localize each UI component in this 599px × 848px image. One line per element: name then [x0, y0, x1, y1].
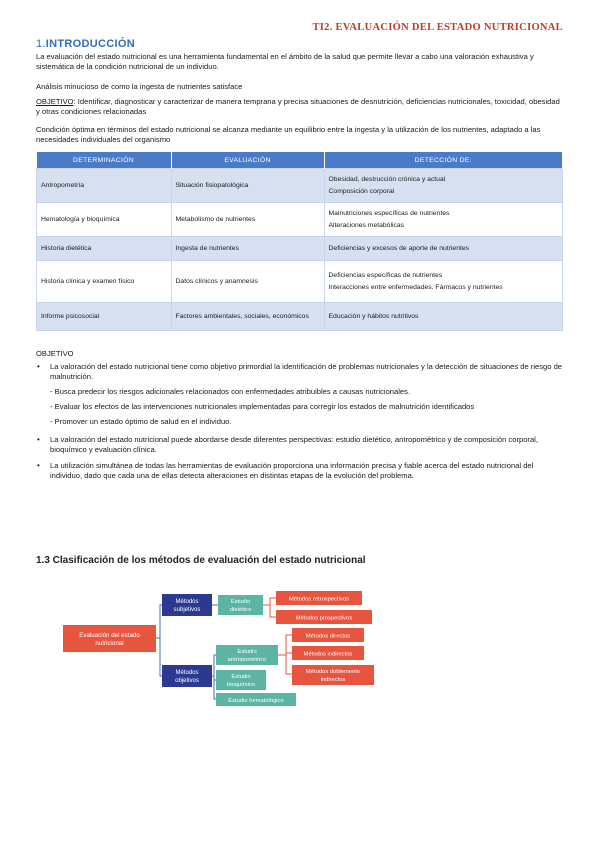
diagram-node-doubly-indirect [292, 665, 374, 685]
objetivo-bullet-list [36, 362, 566, 485]
node-label: indirectos [320, 677, 346, 683]
objective-label: OBJETIVO [36, 97, 74, 106]
section-title-clasificacion: 1.3 Clasificación de los métodos de evaluación del estado nutricional [36, 555, 366, 566]
bullet-icon: • [37, 461, 40, 470]
node-label: Métodos doblemente [305, 669, 361, 675]
bullet-text: La valoración del estado nutricional puede abordarse desde diferentes perspectivas: estudio dietético, antropométrico y de composición corporal, bioquímico y evaluación clínica. [50, 435, 538, 454]
table-cell: Historia dietética [37, 237, 172, 261]
diagram-node-retrospective [276, 591, 362, 605]
objective-text: : Identificar, diagnosticar y caracterizar de manera temprana y precisa situaciones de desnutrición, deficiencias nutricionales, toxicidad, obesidad y otras condiciones relacionadas [36, 97, 560, 116]
table-cell: Datos clínicos y anamnesis [171, 261, 324, 303]
detection-line: Educación y hábitos nutritivos [328, 312, 419, 320]
document-header-title: TI2. EVALUACIÓN DEL ESTADO NUTRICIONAL [312, 22, 563, 33]
diagram-node-direct [292, 628, 364, 642]
intro-paragraph-1: La evaluación del estado nutricional es una herramienta fundamental en el ámbito de la salud que permite llevar a cabo una valoración exhaustiva y sistemática de la condición nutricional de un individuo. [36, 52, 534, 71]
connector-root-objective [156, 638, 162, 676]
list-item [36, 435, 566, 455]
list-item [36, 461, 566, 481]
table-cell [324, 303, 563, 331]
table-cell [324, 169, 563, 203]
evaluation-table [36, 152, 563, 331]
node-label: Métodos directos [305, 633, 351, 640]
detection-line: Malnutriciones específicas de nutrientes [328, 209, 450, 217]
node-label: Estudio hematológico [228, 698, 284, 704]
list-item [36, 362, 566, 427]
detection-line: Obesidad, destrucción crónica y actual [328, 175, 446, 183]
sub-item: - Promover un estado óptimo de salud en el individuo. [50, 417, 232, 426]
diagram-node-root [63, 625, 156, 652]
section-title-text: INTRODUCCIÓN [45, 38, 135, 50]
detection-line: Deficiencias específicas de nutrientes [328, 271, 443, 279]
objetivo-title: OBJETIVO [36, 349, 74, 358]
node-label: Métodos prospectivos [295, 615, 353, 622]
node-label: Evaluación del estado [79, 632, 140, 639]
node-label: Métodos indirectos [303, 651, 353, 658]
table-header-cell: DETERMINACIÓN [37, 152, 172, 169]
node-label: Estudio [237, 649, 257, 655]
node-label: dietético [229, 607, 252, 613]
bullet-text: La valoración del estado nutricional tiene como objetivo primordial la identificación de problemas nutricionales y la detección de situaciones de riesgo de malnutrición. [50, 362, 563, 381]
intro-paragraph-3: Condición óptima en términos del estado nutricional se alcanza mediante un equilibrio entre la ingesta y la utilización de los nutrientes, adaptado a las necesidades individuales del organismo [36, 125, 541, 144]
table-cell: Hematología y bioquímica [37, 203, 172, 237]
section-title-introduccion [36, 38, 135, 50]
diagram-node-biochemical [216, 670, 266, 690]
detection-line: Alteraciones metabólicas [328, 221, 405, 229]
table-header-cell: EVALUACIÓN [171, 152, 324, 169]
table-cell: Situación fisiopatológica [171, 169, 324, 203]
classification-diagram [0, 570, 599, 720]
node-label: Métodos [175, 670, 199, 676]
table-cell: Ingesta de nutrientes [171, 237, 324, 261]
node-label: Métodos retrospectivos [289, 596, 349, 603]
table-row [37, 203, 563, 237]
detection-line: Composición corporal [328, 187, 395, 195]
bullet-icon: • [37, 435, 40, 444]
node-label: Estudio [230, 599, 251, 605]
objective-paragraph [36, 97, 564, 117]
table-header-row [37, 152, 563, 169]
sub-item: - Evaluar los efectos de las intervenciones nutricionales implementadas para corregir los estados de malnutrición identificados [50, 402, 475, 411]
table-cell [324, 237, 563, 261]
node-label: Estudio [231, 674, 251, 680]
diagram-node-subjective [162, 594, 212, 616]
detection-line: Interacciones entre enfermedades. Fármacos y nutrientes [328, 283, 503, 291]
node-label: antropométrico [227, 657, 267, 663]
node-label: Métodos [175, 599, 199, 605]
table-row [37, 261, 563, 303]
table-row [37, 237, 563, 261]
sub-item: - Busca predecir los riesgos adicionales relacionados con enfermedades atribuibles a causas nutricionales. [50, 387, 411, 396]
diagram-node-hematological [216, 693, 296, 706]
diagram-node-anthropometric [216, 645, 278, 665]
connector-root-subjective [156, 605, 162, 638]
table-cell: Antropometría [37, 169, 172, 203]
section-number: 1. [36, 38, 46, 50]
diagram-node-indirect [292, 646, 364, 660]
node-label: nutricional [95, 640, 124, 647]
table-cell [324, 261, 563, 303]
diagram-node-prospective [276, 610, 372, 624]
connector-anthro-methods [278, 635, 292, 674]
diagram-node-dietetic [218, 595, 263, 615]
bullet-icon: • [37, 362, 40, 371]
bullet-text: La utilización simultánea de todas las herramientas de evaluación proporciona una información precisa y fiable acerca del estado nutricional del individuo, dado que cada una de ellas detecta alteraciones en distintas etapas de la evolución del problema. [50, 461, 534, 480]
node-label: objetivos [175, 678, 199, 684]
table-cell: Factores ambientales, sociales, económicos [171, 303, 324, 331]
intro-paragraph-2: Análisis minucioso de como la ingesta de nutrientes satisface [36, 82, 243, 91]
table-cell: Metabolismo de nutrientes [171, 203, 324, 237]
diagram-node-objective [162, 665, 212, 687]
connector-objective-studies [212, 655, 216, 699]
table-row [37, 169, 563, 203]
connector-dietetic-methods [263, 598, 276, 617]
table-cell [324, 203, 563, 237]
table-row [37, 303, 563, 331]
table-cell: Historia clínica y examen físico [37, 261, 172, 303]
detection-line: Deficiencias y excesos de aporte de nutrientes [328, 244, 470, 252]
table-header-cell: DETECCIÓN DE: [324, 152, 563, 169]
table-cell: Informe psicosocial [37, 303, 172, 331]
node-label: subjetivos [173, 607, 201, 613]
node-label: bioquímico [226, 682, 256, 688]
